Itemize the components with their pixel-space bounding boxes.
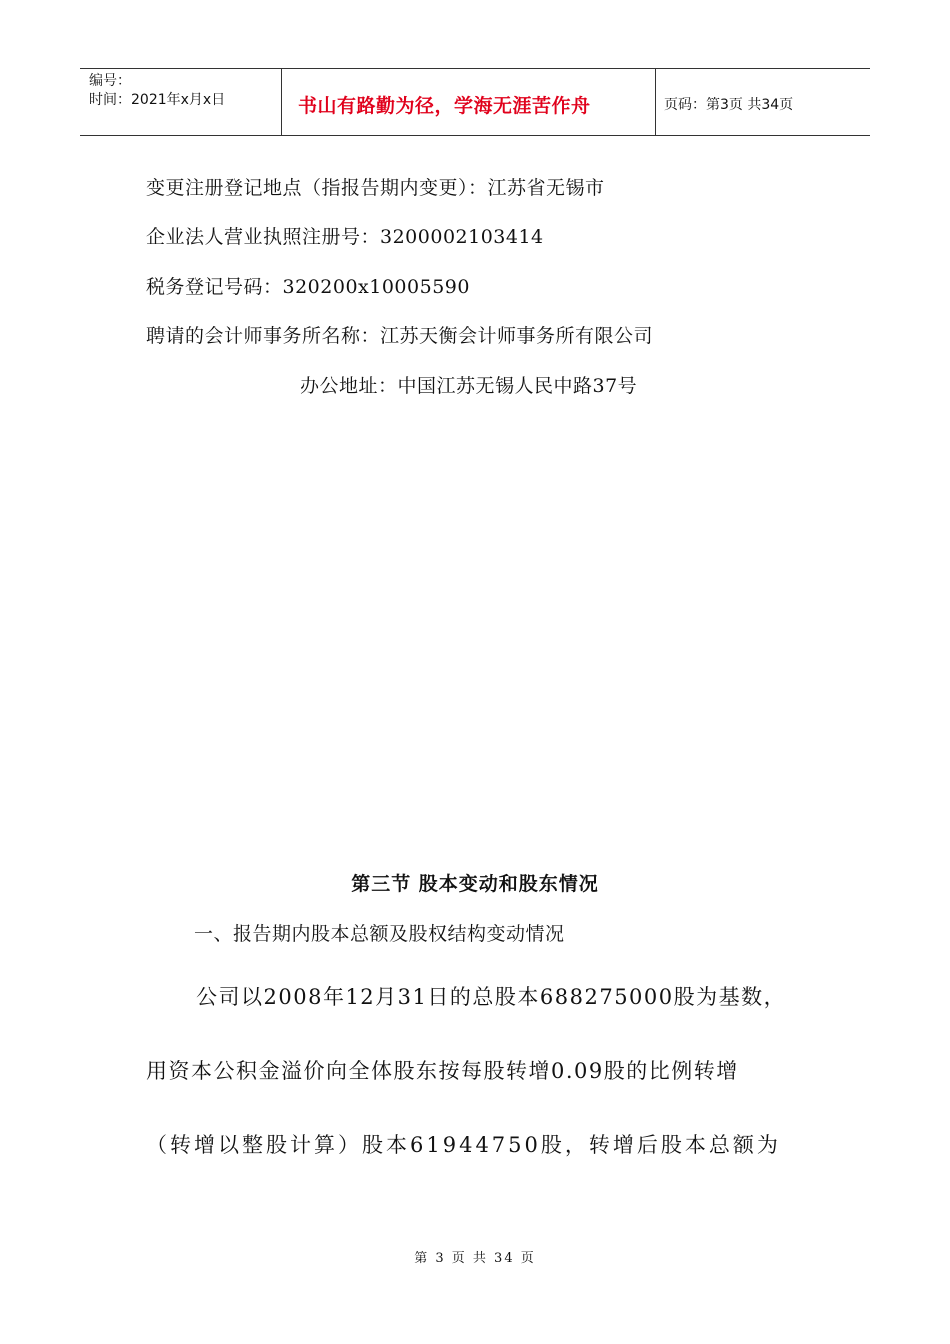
header-page-info: 页码：第3页 共34页: [664, 97, 794, 113]
serial-label: 编号：: [89, 73, 131, 89]
body-line-1: 公司以2008年12月31日的总股本688275000股为基数，: [196, 985, 787, 1009]
date-label: 时间：2021年x月x日: [89, 92, 226, 108]
body-line-2: 用资本公积金溢价向全体股东按每股转增0.09股的比例转增: [146, 1059, 739, 1083]
section-subtitle: 一、报告期内股本总额及股权结构变动情况: [194, 923, 565, 945]
office-address-line: 办公地址：中国江苏无锡人民中路37号: [300, 375, 638, 397]
body-line-3: （转增以整股计算）股本61944750股，转增后股本总额为: [146, 1133, 781, 1157]
header-motto: 书山有路勤为径，学海无涯苦作舟: [281, 69, 656, 135]
page-header: [80, 68, 870, 136]
section-title: 第三节 股本变动和股东情况: [351, 873, 599, 895]
business-license-line: 企业法人营业执照注册号：3200002103414: [146, 226, 544, 248]
header-meta: [80, 69, 281, 135]
registered-address-change-line: 变更注册登记地点（指报告期内变更）：江苏省无锡市: [146, 177, 605, 199]
page-footer: 第 3 页 共 34 页: [414, 1251, 536, 1266]
tax-registration-line: 税务登记号码：320200x10005590: [146, 276, 470, 298]
accounting-firm-line: 聘请的会计师事务所名称：江苏天衡会计师事务所有限公司: [146, 325, 654, 347]
